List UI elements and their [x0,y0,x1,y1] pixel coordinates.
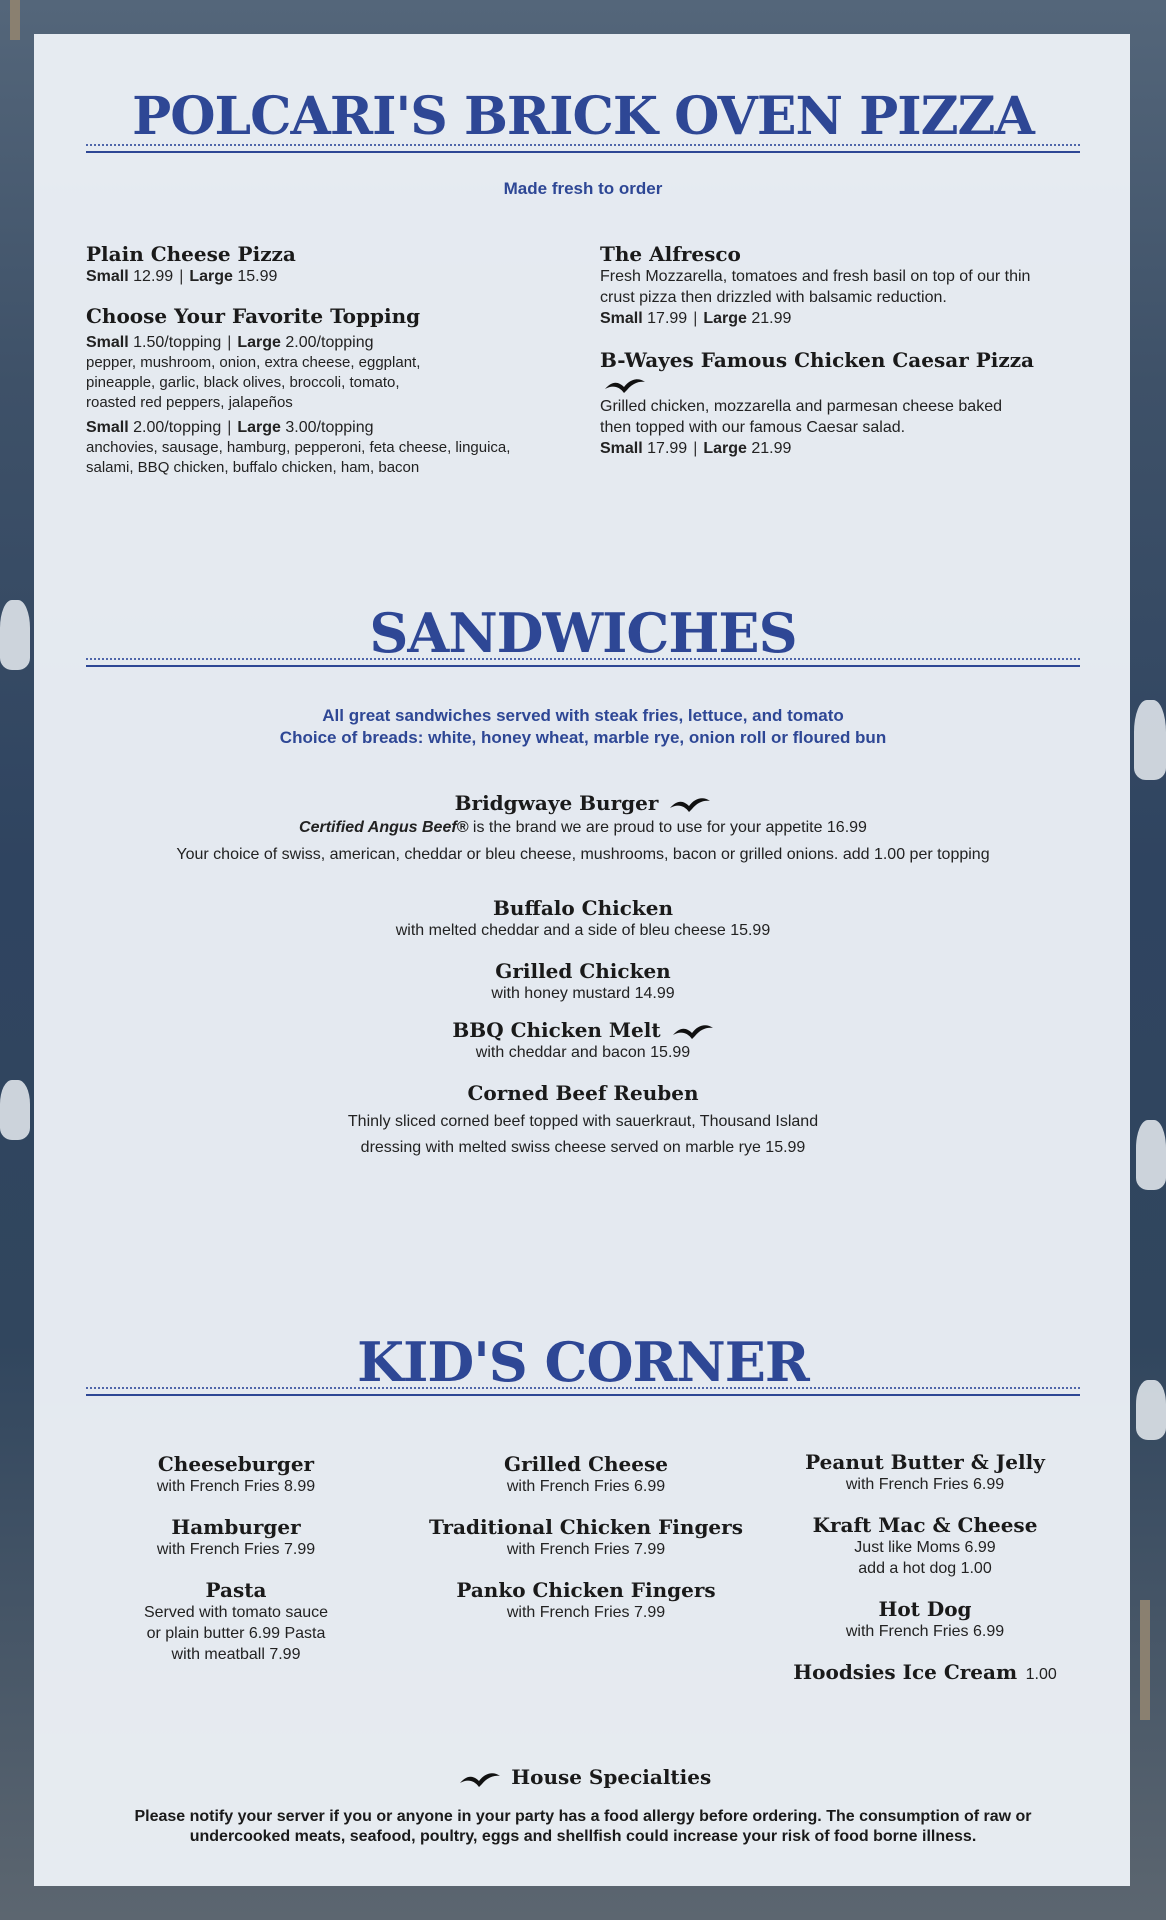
item-name: BBQ Chicken Melt [452,1018,661,1042]
kids-item [86,1515,386,1560]
brand-desc: is the brand we are proud to use for your appetite 16.99 [468,819,867,836]
chicken-caesar-pizza [600,348,1080,459]
pizza-title-rule [86,144,1080,150]
small-label: Small [600,440,643,457]
allergy-notice [86,1807,1080,1847]
sandwiches-subtitle: All great sandwiches served with steak fries, lettuce, and tomato [322,706,844,725]
item-name-row [86,1018,1080,1042]
small-price: 2.00/topping [133,419,222,436]
large-price: 21.99 [751,440,792,457]
large-price: 21.99 [751,310,792,327]
large-label: Large [237,419,281,436]
tier2-prices [86,417,556,438]
pizza-section-title: POLCARI'S BRICK OVEN PIZZA [132,86,1034,147]
item-name: Plain Cheese Pizza [86,242,296,266]
large-label: Large [703,440,747,457]
small-label: Small [86,419,129,436]
item-name: Corned Beef Reuben [467,1081,699,1105]
item-desc-line: with French Fries 8.99 [156,1478,316,1495]
item-desc-line: or plain butter 6.99 Pasta [146,1625,326,1642]
item-desc-line: dressing with melted swiss cheese served on marble rye 15.99 [360,1139,806,1156]
large-label: Large [189,268,233,285]
kids-item [770,1597,1080,1642]
tier1-prices [86,332,556,353]
kids-item [770,1450,1080,1495]
item-name: Bridgwaye Burger [454,791,659,815]
divider: | [693,310,698,327]
large-price: 2.00/topping [285,334,374,351]
item-name-row [600,348,1080,396]
choose-topping [86,304,556,478]
item-name: Traditional Chicken Fingers [429,1515,743,1539]
kids-section-title: KID'S CORNER [357,1330,809,1394]
item-desc-line: with French Fries 7.99 [156,1541,316,1558]
divider: | [227,419,232,436]
kids-item [426,1452,746,1497]
legend-label: House Specialties [511,1765,712,1789]
item-name: Buffalo Chicken [492,896,674,920]
item-name: Panko Chicken Fingers [456,1578,716,1602]
large-price: 15.99 [237,268,278,285]
item-name: Hot Dog [878,1597,972,1621]
kids-column-3 [770,1450,1080,1685]
small-label: Small [86,268,129,285]
item-desc-line: with French Fries 7.99 [506,1541,666,1558]
kids-item [426,1578,746,1623]
item-desc-line: Thinly sliced corned beef topped with sauerkraut, Thousand Island [347,1113,819,1130]
bridgwaye-burger [86,791,1080,865]
pizza-subtitle: Made fresh to order [503,179,663,198]
seagull-icon [672,1023,714,1041]
item-desc-line [86,817,1080,838]
item-name-row [86,791,1080,815]
bbq-chicken-melt [86,1018,1080,1063]
kids-column-2 [426,1452,746,1623]
item-prices [600,438,1080,459]
item-desc-line: crust pizza then drizzled with balsamic reduction. [600,289,947,306]
item-name: Grilled Cheese [504,1452,668,1476]
sandwiches-bread-choice: Choice of breads: white, honey wheat, marble rye, onion roll or floured bun [279,728,887,747]
corned-beef-reuben [86,1081,1080,1161]
allergy-line: Please notify your server if you or anyone in your party has a food allergy before ordering. The consumption of raw or [134,1808,1032,1825]
item-desc-line: with honey mustard 14.99 [491,985,675,1002]
kids-column-1 [86,1452,386,1665]
item-desc-line: with French Fries 6.99 [506,1478,666,1495]
divider: | [179,268,184,285]
kids-title-rule [86,1387,1080,1393]
plain-cheese-pizza [86,242,556,287]
house-specialties-legend [86,1765,1080,1789]
small-price: 12.99 [133,268,174,285]
item-name: Kraft Mac & Cheese [812,1513,1038,1537]
item-prices [600,308,1080,329]
item-name: Pasta [205,1578,267,1602]
tier1-list-line: roasted red peppers, jalapeños [86,394,293,411]
item-desc-line: with French Fries 7.99 [506,1604,666,1621]
item-name: Grilled Chicken [495,959,671,983]
small-label: Small [86,334,129,351]
kids-item [86,1578,386,1665]
divider: | [693,440,698,457]
item-options-line: Your choice of swiss, american, cheddar or bleu cheese, mushrooms, bacon or grilled onions. add 1.00 per topping [176,846,990,863]
item-desc-line: Served with tomato sauce [143,1604,329,1621]
item-desc-line: with meatball 7.99 [171,1646,301,1663]
item-desc-line: Grilled chicken, mozzarella and parmesan cheese baked [600,398,1002,415]
the-alfresco [600,242,1080,329]
large-label: Large [237,334,281,351]
buffalo-chicken [86,896,1080,941]
item-desc-line: add a hot dog 1.00 [858,1560,992,1577]
tier2-list-line: salami, BBQ chicken, buffalo chicken, ham, bacon [86,459,420,476]
tier1-list-line: pineapple, garlic, black olives, broccoli, tomato, [86,374,400,391]
seagull-icon [669,796,711,814]
large-label: Large [703,310,747,327]
kids-item [86,1452,386,1497]
item-name: Choose Your Favorite Topping [86,304,421,328]
item-name: B-Wayes Famous Chicken Caesar Pizza [600,348,1035,372]
divider: | [227,334,232,351]
item-name: Cheeseburger [157,1452,315,1476]
item-name: The Alfresco [600,242,741,266]
small-price: 1.50/topping [133,334,222,351]
grilled-chicken [86,959,1080,1004]
sandwiches-title-rule [86,658,1080,664]
brand-name: Certified Angus Beef® [299,819,469,836]
item-desc-line: with French Fries 6.99 [845,1623,1005,1640]
kids-item [426,1515,746,1560]
menu-panel [34,34,1130,1886]
item-desc-line: then topped with our famous Caesar salad. [600,419,906,436]
item-name: Hoodsies Ice Cream [793,1660,1018,1684]
large-price: 3.00/topping [285,419,374,436]
small-price: 17.99 [647,440,688,457]
allergy-line: undercooked meats, seafood, poultry, eggs and shellfish could increase your risk of food borne illness. [189,1828,977,1845]
kids-item [770,1513,1080,1579]
item-desc-line: Fresh Mozzarella, tomatoes and fresh basil on top of our thin [600,268,1031,285]
item-name: Hamburger [171,1515,301,1539]
item-desc-line: with cheddar and bacon 15.99 [475,1044,691,1061]
item-price: 1.00 [1025,1666,1057,1683]
tier2-list-line: anchovies, sausage, hamburg, pepperoni, feta cheese, linguica, [86,439,511,456]
small-price: 17.99 [647,310,688,327]
item-desc-line: Just like Moms 6.99 [854,1539,996,1556]
sandwiches-section-title: SANDWICHES [369,601,797,665]
item-name: Peanut Butter & Jelly [805,1450,1045,1474]
small-label: Small [600,310,643,327]
item-desc-line: with melted cheddar and a side of bleu cheese 15.99 [395,922,771,939]
seagull-icon [459,1771,501,1789]
seagull-icon [604,377,646,395]
item-desc-line: with French Fries 6.99 [845,1476,1005,1493]
tier1-list-line: pepper, mushroom, onion, extra cheese, eggplant, [86,354,421,371]
kids-item [770,1660,1080,1685]
item-prices [86,266,556,287]
